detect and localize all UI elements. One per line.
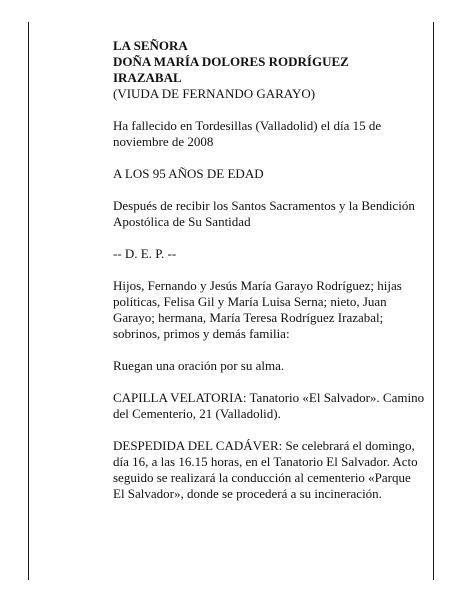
- obituary-notice: [113, 38, 425, 518]
- farewell-info: DESPEDIDA DEL CADÁVER: Se celebrará el domingo, día 16, a las 16.15 horas, en el Tanatorio El Salvador. Acto seguido se realizará la conducción al cementerio «Parque El Salvador», donde se procederá a su incineración.: [113, 438, 418, 501]
- chapel-info: CAPILLA VELATORIA: Tanatorio «El Salvador». Camino del Cementerio, 21 (Valladolid).: [113, 390, 425, 421]
- sacraments-statement: Después de recibir los Santos Sacramentos y la Bendición Apostólica de Su Santidad: [113, 198, 415, 229]
- left-border-line: [28, 22, 29, 580]
- deceased-surname-line: IRAZABAL: [113, 70, 182, 85]
- title-line: LA SEÑORA: [113, 38, 188, 53]
- deceased-name-line: DOÑA MARÍA DOLORES RODRÍGUEZ: [113, 54, 349, 69]
- death-statement: Ha fallecido en Tordesillas (Valladolid) el día 15 de noviembre de 2008: [113, 118, 382, 149]
- right-border-line: [433, 22, 434, 580]
- age-statement: A LOS 95 AÑOS DE EDAD: [113, 166, 264, 181]
- deceased-heading: [113, 38, 425, 102]
- widow-of-line: (VIUDA DE FERNANDO GARAYO): [113, 86, 316, 101]
- prayer-request: Ruegan una oración por su alma.: [113, 358, 285, 373]
- family-paragraph: Hijos, Fernando y Jesús María Garayo Rodríguez; hijas políticas, Felisa Gil y María Luisa Serna; nieto, Juan Garayo; hermana, María Teresa Rodríguez Irazabal; sobrinos, primos y demás familia:: [113, 278, 402, 341]
- rip-line: -- D. E. P. --: [113, 246, 177, 261]
